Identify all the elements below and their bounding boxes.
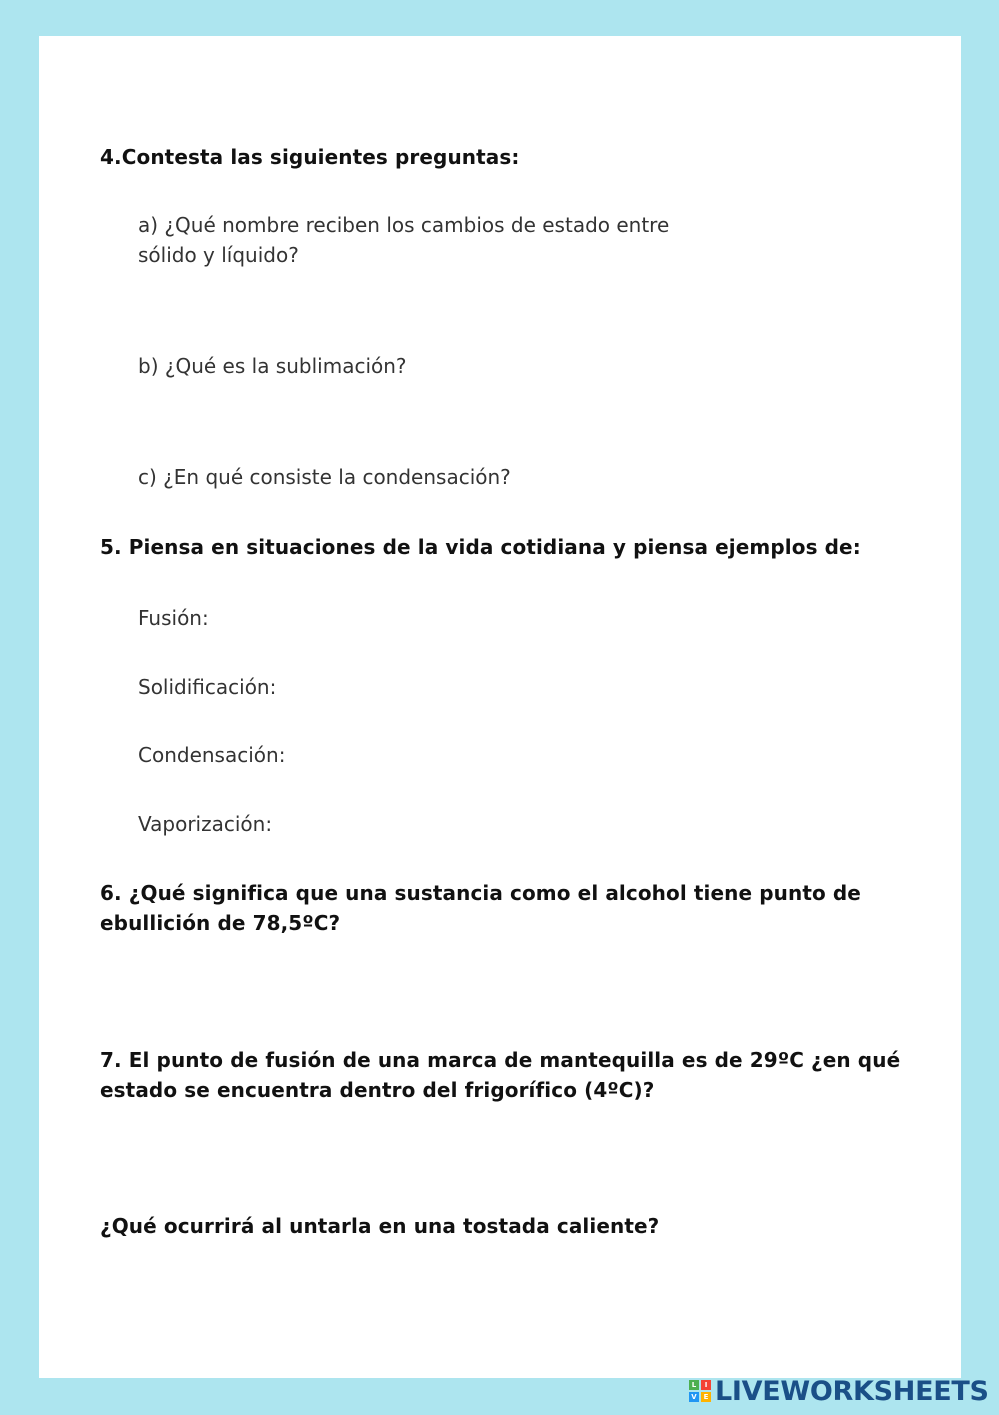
question-5-item-vaporizacion: Vaporización:	[138, 812, 273, 836]
logo-text: LIVEWORKSHEETS	[715, 1375, 989, 1407]
logo-mark-icon	[689, 1380, 711, 1402]
logo-mark-letter-i: I	[701, 1380, 711, 1390]
question-4b: b) ¿Qué es la sublimación?	[138, 354, 407, 378]
question-4a: a) ¿Qué nombre reciben los cambios de estado entre sólido y líquido?	[138, 213, 670, 267]
liveworksheets-logo	[689, 1375, 989, 1407]
question-6-title: 6. ¿Qué significa que una sustancia como el alcohol tiene punto de ebullición de 78,5ºC?	[100, 881, 861, 935]
question-4-title: 4.Contesta las siguientes preguntas:	[100, 145, 520, 169]
question-5-item-solidificacion: Solidificación:	[138, 675, 277, 699]
logo-mark-letter-v: V	[689, 1392, 699, 1402]
question-5-item-condensacion: Condensación:	[138, 743, 286, 767]
question-7-title: 7. El punto de fusión de una marca de mantequilla es de 29ºC ¿en qué estado se encuentra dentro del frigorífico (4ºC)?	[100, 1048, 901, 1102]
question-7-followup: ¿Qué ocurrirá al untarla en una tostada caliente?	[100, 1214, 660, 1238]
question-5-title: 5. Piensa en situaciones de la vida cotidiana y piensa ejemplos de:	[100, 535, 861, 559]
logo-mark-letter-e: E	[701, 1392, 711, 1402]
question-4c: c) ¿En qué consiste la condensación?	[138, 465, 511, 489]
logo-mark-letter-l: L	[689, 1380, 699, 1390]
question-5-item-fusion: Fusión:	[138, 606, 209, 630]
